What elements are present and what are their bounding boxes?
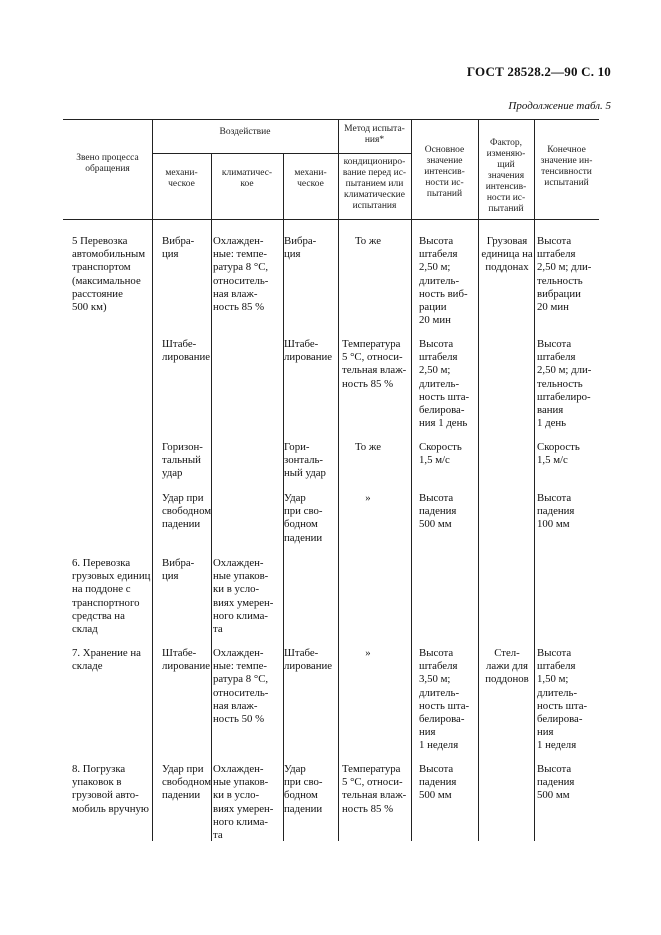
conditioning-cell: То же <box>355 235 381 247</box>
stage-cell: 6. Перевозка грузовых единиц на поддоне с транспортного средства на склад <box>72 557 151 636</box>
base-intensity-cell: Высота штабеля 2,50 м; длитель- ность виб- рации 20 мин <box>419 235 468 327</box>
mechanical-test-cell: Штабе- лирование <box>284 338 333 364</box>
final-intensity-cell: Высота штабеля 1,50 м; длитель- ность шта- белирова- ния 1 неделя <box>537 647 588 752</box>
mechanical-impact-cell: Удар при свободном падении <box>162 763 212 802</box>
header-method: Метод испыта- ния* <box>344 124 405 145</box>
final-intensity-cell: Высота падения 500 мм <box>537 763 575 802</box>
column-divider <box>411 119 412 841</box>
mechanical-impact-cell: Горизон- тальный удар <box>162 441 203 480</box>
climatic-impact-cell: Охлажден- ные: темпе- ратура 8 °С, относитель- ная влаж- ность 50 % <box>213 647 269 726</box>
factor-cell: Стел- лажи для поддонов <box>485 647 529 686</box>
impact-subheader-rule <box>152 153 338 154</box>
conditioning-cell: Температура 5 °С, относи- тельная влаж- ность 85 % <box>342 763 407 815</box>
climatic-impact-cell: Охлажден- ные: темпе- ратура 8 °С, относитель- ная влаж- ность 85 % <box>213 235 269 314</box>
column-divider <box>534 119 535 841</box>
final-intensity-cell: Высота штабеля 2,50 м; дли- тельность вибрации 20 мин <box>537 235 592 314</box>
mechanical-test-cell: Удар при сво- бодном падении <box>284 492 323 544</box>
conditioning-cell: Температура 5 °С, относи- тельная влаж- ность 85 % <box>342 338 407 390</box>
header-conditioning: кондициониро- вание перед ис- пытанием или климатические испытания <box>342 157 407 211</box>
mechanical-test-cell: Гори- зонталь- ный удар <box>284 441 326 480</box>
mechanical-test-cell: Вибра- ция <box>284 235 317 261</box>
header-factor: Фактор, изменяю- щий значения интенсив- ности ис- пытаний <box>485 138 527 214</box>
base-intensity-cell: Высота падения 500 мм <box>419 492 457 531</box>
mechanical-test-cell: Штабе- лирование <box>284 647 333 673</box>
base-intensity-cell: Высота штабеля 2,50 м; длитель- ность шта- белирова- ния 1 день <box>419 338 470 430</box>
header-final-intensity: Конечное значение ин- тенсивности испытаний <box>540 145 593 188</box>
method-subheader-rule <box>338 153 411 154</box>
mechanical-test-cell: Удар при сво- бодном падении <box>284 763 323 815</box>
header-mechanical-a: механи- ческое <box>165 168 198 189</box>
factor-cell: Грузовая единица на поддонах <box>481 235 533 274</box>
final-intensity-cell: Скорость 1,5 м/с <box>537 441 580 467</box>
climatic-impact-cell: Охлажден- ные упаков- ки в усло- виях умерен- ного клима- та <box>213 557 274 636</box>
mechanical-impact-cell: Штабе- лирование <box>162 338 211 364</box>
stage-cell: 5 Перевозка автомобильным транспортом (максимальное расстояние 500 км) <box>72 235 146 314</box>
table-top-rule <box>63 119 599 120</box>
mechanical-impact-cell: Удар при свободном падении <box>162 492 212 531</box>
column-divider <box>152 119 153 841</box>
header-base-intensity: Основное значение интенсив- ности ис- пытаний <box>424 145 465 199</box>
base-intensity-cell: Высота штабеля 3,50 м; длитель- ность шта- белирова- ния 1 неделя <box>419 647 470 752</box>
header-bottom-rule <box>63 219 599 220</box>
header-impact: Воздействие <box>219 127 271 137</box>
document-header: ГОСТ 28528.2—90 С. 10 <box>466 64 611 79</box>
base-intensity-cell: Высота падения 500 мм <box>419 763 457 802</box>
mechanical-impact-cell: Вибра- ция <box>162 557 195 583</box>
base-intensity-cell: Скорость 1,5 м/с <box>419 441 462 467</box>
conditioning-cell: » <box>365 647 371 659</box>
header-climatic: климатичес- кое <box>221 168 273 189</box>
stage-cell: 7. Хранение на складе <box>72 647 141 673</box>
climatic-impact-cell: Охлажден- ные упаков- ки в усло- виях умерен- ного клима- та <box>213 763 274 842</box>
mechanical-impact-cell: Штабе- лирование <box>162 647 211 673</box>
column-divider <box>478 119 479 841</box>
header-stage: Звено процесса обращения <box>76 153 139 174</box>
header-mechanical-b: механи- ческое <box>294 168 327 189</box>
conditioning-cell: То же <box>355 441 381 453</box>
final-intensity-cell: Высота падения 100 мм <box>537 492 575 531</box>
mechanical-impact-cell: Вибра- ция <box>162 235 195 261</box>
table-continuation-label: Продолжение табл. 5 <box>508 100 611 112</box>
stage-cell: 8. Погрузка упаковок в грузовой авто- мобиль вручную <box>72 763 149 815</box>
conditioning-cell: » <box>365 492 371 504</box>
column-divider <box>338 119 339 841</box>
final-intensity-cell: Высота штабеля 2,50 м; дли- тельность штабелиро- вания 1 день <box>537 338 592 430</box>
